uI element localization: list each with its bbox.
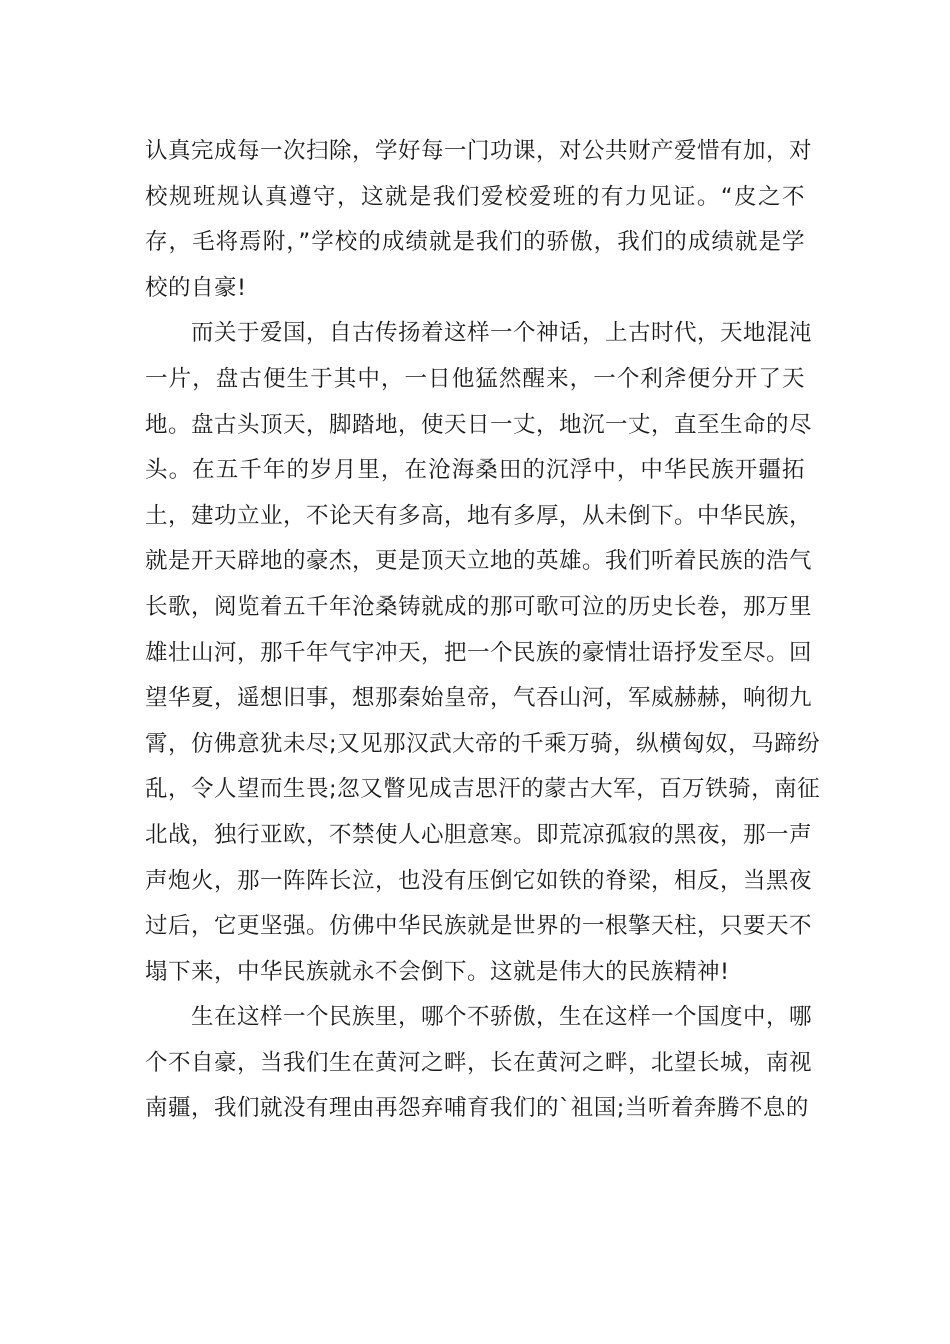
text-line: 校规班规认真遵守，这就是我们爱校爱班的有力见证。“皮之不 [145,183,805,210]
text-line: 校的自豪! [145,274,247,301]
text-line: 头。在五千年的岁月里，在沧海桑田的沉浮中，中华民族开疆拓 [145,457,805,484]
text-line: 声炮火，那一阵阵长泣，也没有压倒它如铁的脊梁，相反，当黑夜 [145,867,813,894]
text-line: 地。盘古头顶天，脚踏地，使天日一丈，地沉一丈，直至生命的尽 [145,411,813,438]
paragraph [145,129,813,311]
text-line: 土，建功立业，不论天有多高，地有多厚，从未倒下。中华民族， [145,502,813,529]
text-line: 认真完成每一次扫除，学好每一门功课，对公共财产爱惜有加，对 [145,138,813,164]
text-line: 存，毛将焉附，”学校的成绩就是我们的骄傲，我们的成绩就是学 [145,229,805,256]
text-line: 南疆，我们就没有理由再怨弃哺育我们的`祖国;当听着奔腾不息的 [145,1095,809,1122]
paragraph [145,995,813,1132]
text-line: 个不自豪，当我们生在黄河之畔，长在黄河之畔，北望长城，南视 [145,1049,813,1076]
text-line: 生在这样一个民族里，哪个不骄傲，生在这样一个国度中，哪 [191,1004,813,1031]
text-line: 北战，独行亚欧，不禁使人心胆意寒。即荒凉孤寂的黑夜，那一声 [145,821,813,848]
text-line: 雄壮山河，那千年气宇冲天，把一个民族的豪情壮语抒发至尽。回 [145,639,813,666]
text-line: 霄，仿佛意犹未尽;又见那汉武大帝的千乘万骑，纵横匈奴，马蹄纷 [145,730,821,757]
text-line: 乱，令人望而生畏;忽又瞥见成吉思汗的蒙古大军，百万铁骑，南征 [145,776,821,803]
text-line: 就是开天辟地的豪杰，更是顶天立地的英雄。我们听着民族的浩气 [145,548,813,575]
text-line: 一片，盘古便生于其中，一日他猛然醒来，一个利斧便分开了天 [145,365,805,392]
paragraph [145,311,821,995]
text-line: 长歌，阅览着五千年沧桑铸就成的那可歌可泣的历史长卷，那万里 [145,593,813,620]
text-line: 塌下来，中华民族就永不会倒下。这就是伟大的民族精神! [145,958,730,985]
text-line: 而关于爱国，自古传扬着这样一个神话，上古时代，天地混沌 [191,320,813,347]
text-line: 过后，它更坚强。仿佛中华民族就是世界的一根擎天柱，只要天不 [145,913,813,940]
text-line: 望华夏，遥想旧事，想那秦始皇帝，气吞山河，军威赫赫，响彻九 [145,685,813,712]
document-body [145,129,821,1132]
